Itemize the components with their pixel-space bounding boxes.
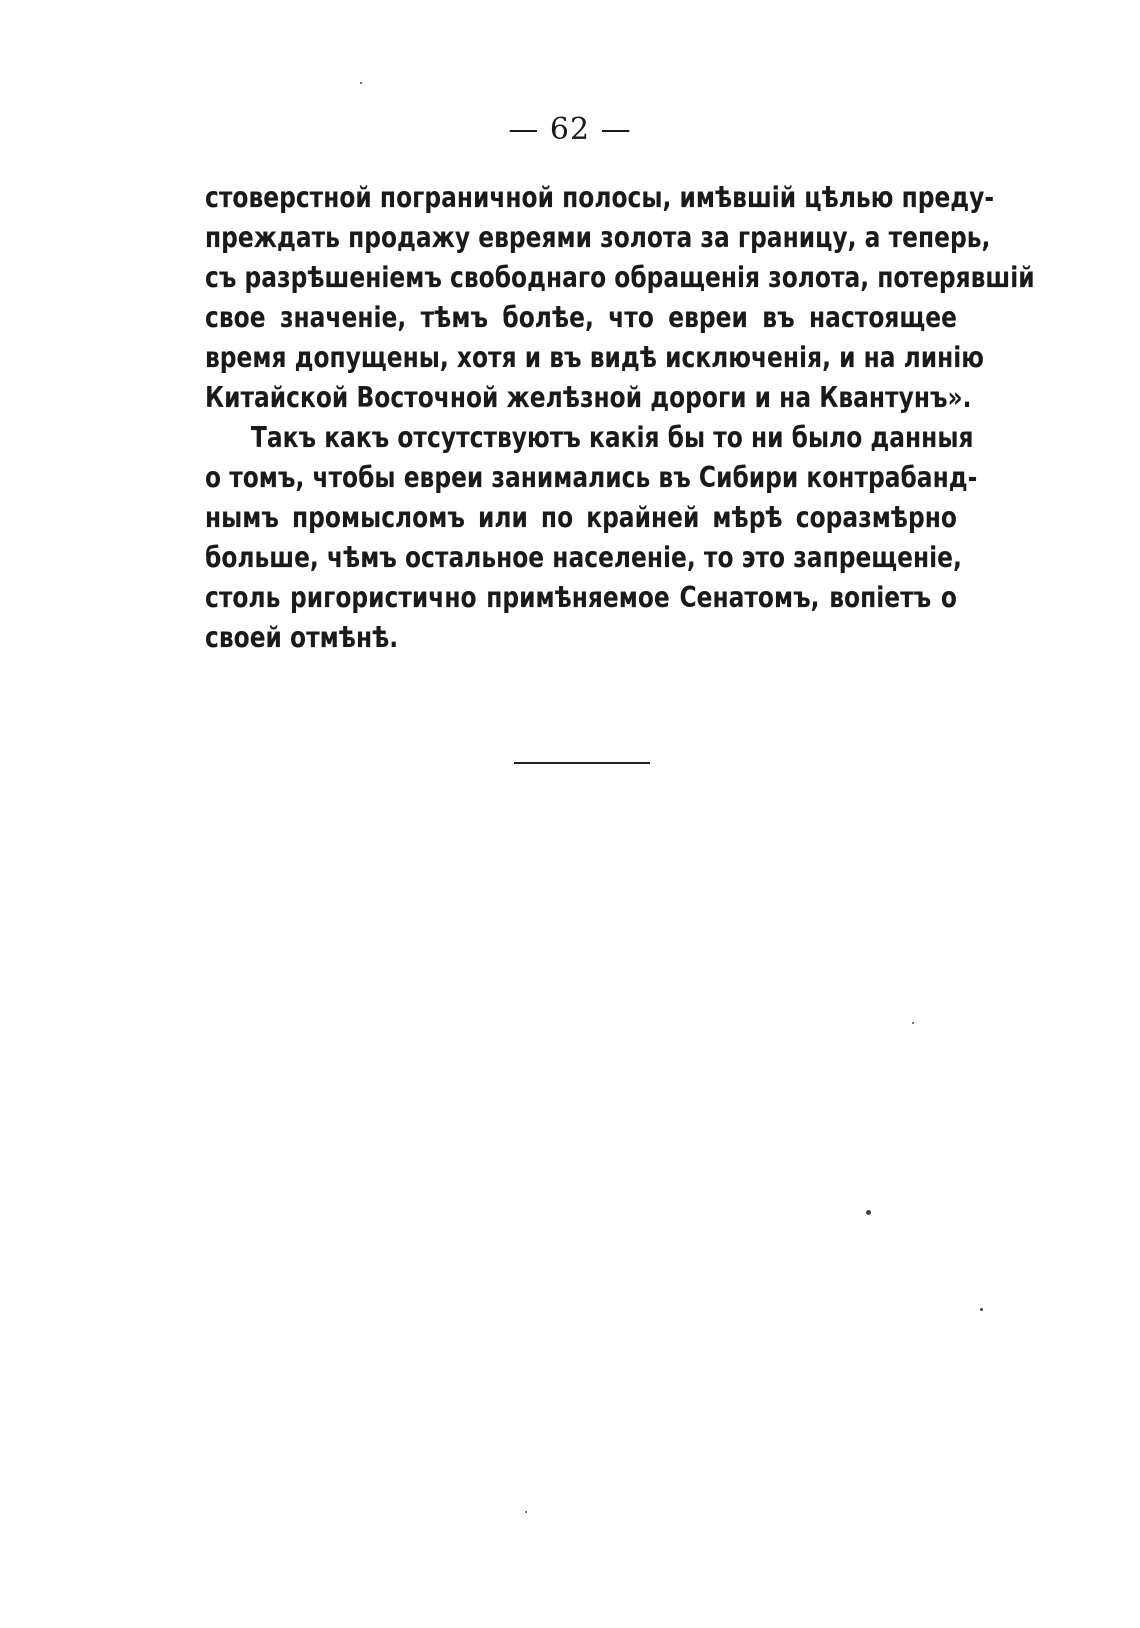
text-line: больше, чѣмъ остальное населеніе, то это запрещеніе, — [205, 541, 962, 574]
scan-speck — [912, 1022, 914, 1024]
paragraph-1 — [205, 178, 1035, 418]
text-line: съ разрѣшеніемъ свободнаго обращенія золота, потерявшій — [205, 261, 1035, 294]
text-line: Китайской Восточной желѣзной дороги и на Квантунъ». — [205, 381, 972, 414]
text-line: о томъ, чтобы евреи занимались въ Сибири контрабанд- — [205, 461, 978, 494]
paragraph-2 — [205, 418, 978, 658]
end-rule — [514, 762, 650, 764]
text-line: своей отмѣнѣ. — [205, 621, 399, 654]
scan-speck — [525, 1511, 527, 1513]
text-line: Такъ какъ отсутствуютъ какія бы то ни было данныя — [250, 421, 974, 454]
body-text — [205, 178, 1035, 658]
page-number: — 62 — — [508, 112, 632, 147]
text-line: преждать продажу евреями золота за границу, а теперь, — [205, 221, 991, 254]
scan-speck — [980, 1308, 983, 1311]
text-line: время допущены, хотя и въ видѣ исключенія, и на линію — [205, 341, 985, 374]
scan-speck — [360, 82, 362, 84]
text-line: нымъ промысломъ или по крайней мѣрѣ соразмѣрно — [205, 501, 957, 534]
text-line: стоверстной пограничной полосы, имѣвшій цѣлью преду- — [205, 181, 995, 214]
text-line: столь ригористично примѣняемое Сенатомъ, вопіетъ о — [205, 581, 957, 614]
scan-speck — [866, 1210, 871, 1215]
text-line: свое значеніе, тѣмъ болѣе, что евреи въ настоящее — [205, 301, 957, 334]
